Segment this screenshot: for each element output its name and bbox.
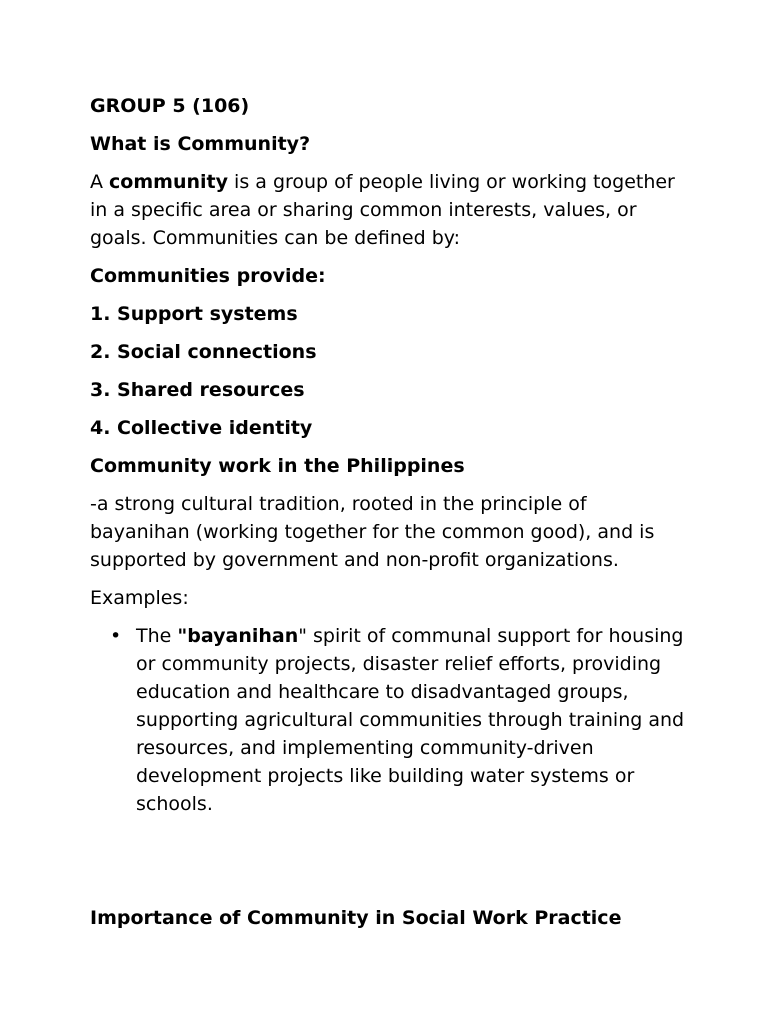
section-spacer bbox=[90, 818, 690, 904]
group-heading: GROUP 5 (106) bbox=[90, 95, 250, 117]
provides-item-3: 3. Shared resources bbox=[90, 379, 305, 401]
example-prefix: The bbox=[136, 625, 178, 647]
definition-prefix: A bbox=[90, 171, 110, 193]
definition-term: community bbox=[109, 171, 228, 193]
philippines-paragraph: -a strong cultural tradition, rooted in the principle of bayanihan (working together for the common good), and is supported by government and non-profit organizations. bbox=[90, 493, 655, 571]
definition-paragraph bbox=[90, 168, 690, 252]
examples-list bbox=[90, 622, 690, 818]
definition-rest: is a group of people living or working together in a specific area or sharing common interests, values, or goals. Communities can be defined by: bbox=[90, 171, 675, 249]
examples-label: Examples: bbox=[90, 587, 189, 609]
philippines-heading: Community work in the Philippines bbox=[90, 455, 465, 477]
list-item bbox=[90, 622, 690, 818]
example-rest: " spirit of communal support for housing or community projects, disaster relief efforts, providing education and healthcare to disadvantaged groups, supporting agricultural communities through training and resources, and implementing community-driven development projects like building water systems or schools. bbox=[136, 625, 685, 815]
provides-item-4: 4. Collective identity bbox=[90, 417, 313, 439]
importance-heading: Importance of Community in Social Work Practice bbox=[90, 907, 622, 929]
provides-item-1: 1. Support systems bbox=[90, 303, 298, 325]
bullet-icon: • bbox=[110, 625, 122, 647]
provides-heading: Communities provide: bbox=[90, 265, 326, 287]
example-bold: "bayanihan bbox=[177, 625, 299, 647]
provides-item-2: 2. Social connections bbox=[90, 341, 317, 363]
document-page bbox=[90, 92, 690, 942]
question-heading: What is Community? bbox=[90, 133, 311, 155]
